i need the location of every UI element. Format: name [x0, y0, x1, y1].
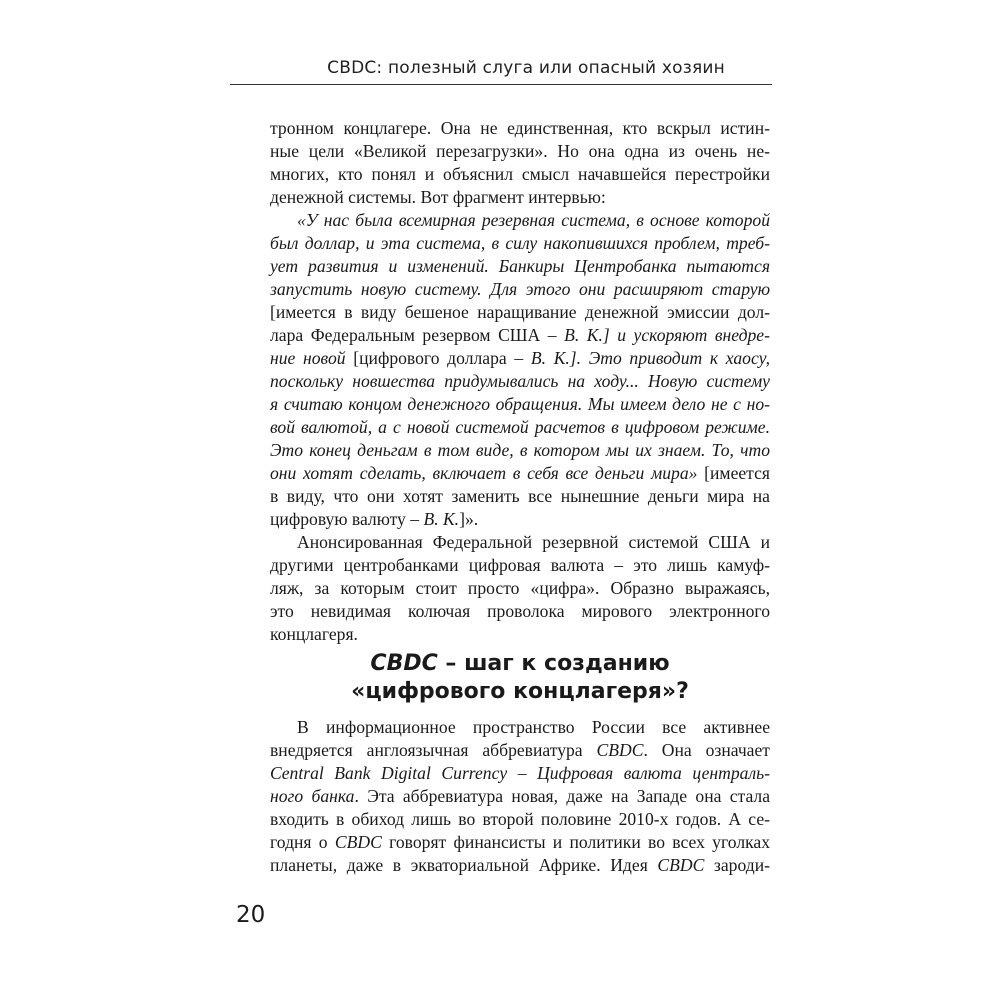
heading-fragment: – шаг к созданию [437, 651, 670, 676]
quote-line: «У нас была всемирная резервная система, в основе которой [297, 210, 770, 230]
text-fragment: лара Федеральным резервом США – [270, 325, 565, 345]
body-text-block [270, 716, 770, 877]
section-heading [270, 650, 770, 706]
text-fragment: внедряется англоязычная аббревиатура [270, 740, 597, 760]
quote-line: был доллар, и эта система, в силу накопившихся проблем, треб- [270, 233, 770, 253]
quote-line: я считаю концом денежного обращения. Мы имеем дело не с но- [270, 394, 770, 414]
text-fragment: планеты, даже в экваториальной Африке. Идея [270, 855, 658, 875]
author-initials: В. К. [530, 348, 570, 368]
text-line: В информационное пространство России все активнее [297, 717, 770, 737]
quote-fragment: они хотят сделать, включает в себя все деньги мира» [270, 463, 705, 483]
header-rule [230, 84, 772, 85]
abbreviation: CBDC [334, 832, 382, 852]
text-line [270, 785, 770, 808]
text-line: [имеется в виду бешеное наращивание денежной эмиссии дол- [270, 302, 770, 322]
text-line: ляж, за которым стоит просто «цифра». Образно выражаясь, [270, 578, 770, 598]
text-line: другими центробанками цифровая валюта – это лишь камуф- [270, 555, 770, 575]
body-text-block [270, 117, 770, 646]
text-line: концлагеря. [270, 624, 358, 644]
text-fragment: цифровую валюту – [270, 509, 424, 529]
text-line: ные цели «Великой перезагрузки». Но она одна из очень не- [270, 141, 770, 161]
page-number: 20 [236, 902, 266, 928]
quote-fragment: ] и ускоряют внедре- [602, 325, 770, 345]
author-initials: В. К. [564, 325, 603, 345]
text-line: входить в обиход лишь во второй половине 2010-х годов. А се- [270, 809, 770, 829]
text-fragment: ного банка [270, 786, 355, 806]
text-fragment: зароди- [704, 855, 770, 875]
quote-fragment: ]. Это приводит к хаосу, [569, 348, 770, 368]
heading-line [270, 650, 770, 678]
text-line [270, 854, 770, 877]
text-line [270, 347, 770, 370]
text-fragment: [имеется [704, 463, 770, 483]
running-header-title: CBDC: полезный слуга или опасный хозяин [327, 58, 725, 78]
quote-line: вой валютой, а с новой системой расчетов в цифровом режиме. [270, 417, 770, 437]
abbreviation: CBDC [596, 740, 644, 760]
quote-line: поскольку новшества придумывались на ходу... Новую систему [270, 371, 770, 391]
quote-line: ует развития и изменений. Банкиры Центробанка пытаются [270, 256, 770, 276]
abbreviation: CBDC [657, 855, 705, 875]
text-line [270, 831, 770, 854]
text-fragment: говорят финансисты и политики во всех уголках [381, 832, 770, 852]
quote-line: запустить новую систему. Для этого они расширяют старую [270, 279, 770, 299]
text-fragment: . Она означает [643, 740, 770, 760]
text-line: Анонсированная Федеральной резервной системой США и [297, 532, 770, 552]
text-line [270, 508, 770, 531]
text-line: тронном концлагере. Она не единственная, кто вскрыл истин- [270, 118, 770, 138]
text-fragment: ]». [459, 509, 479, 529]
text-line: Central Bank Digital Currency – Цифровая валюта централь- [270, 763, 770, 783]
heading-abbreviation: CBDC [370, 651, 438, 676]
text-line [270, 462, 770, 485]
text-fragment: годня о [270, 832, 335, 852]
text-line: в виду, что они хотят заменить все нынешние деньги мира на [270, 486, 770, 506]
text-line: многих, кто понял и объяснил смысл начавшейся перестройки [270, 164, 770, 184]
text-line: это невидимая колючая проволока мирового электронного [270, 601, 770, 621]
text-line [270, 324, 770, 347]
heading-line: «цифрового концлагеря»? [351, 679, 689, 704]
author-initials: В. К. [423, 509, 460, 529]
text-fragment: [цифрового доллара – [353, 348, 531, 368]
text-line: денежной системы. Вот фрагмент интервью: [270, 187, 606, 207]
quote-line: Это конец деньгам в том виде, в котором мы их знаем. То, что [270, 440, 770, 460]
quote-fragment: ние новой [270, 348, 354, 368]
text-fragment: . Эта аббревиатура новая, даже на Западе она стала [354, 786, 771, 806]
text-line [270, 739, 770, 762]
